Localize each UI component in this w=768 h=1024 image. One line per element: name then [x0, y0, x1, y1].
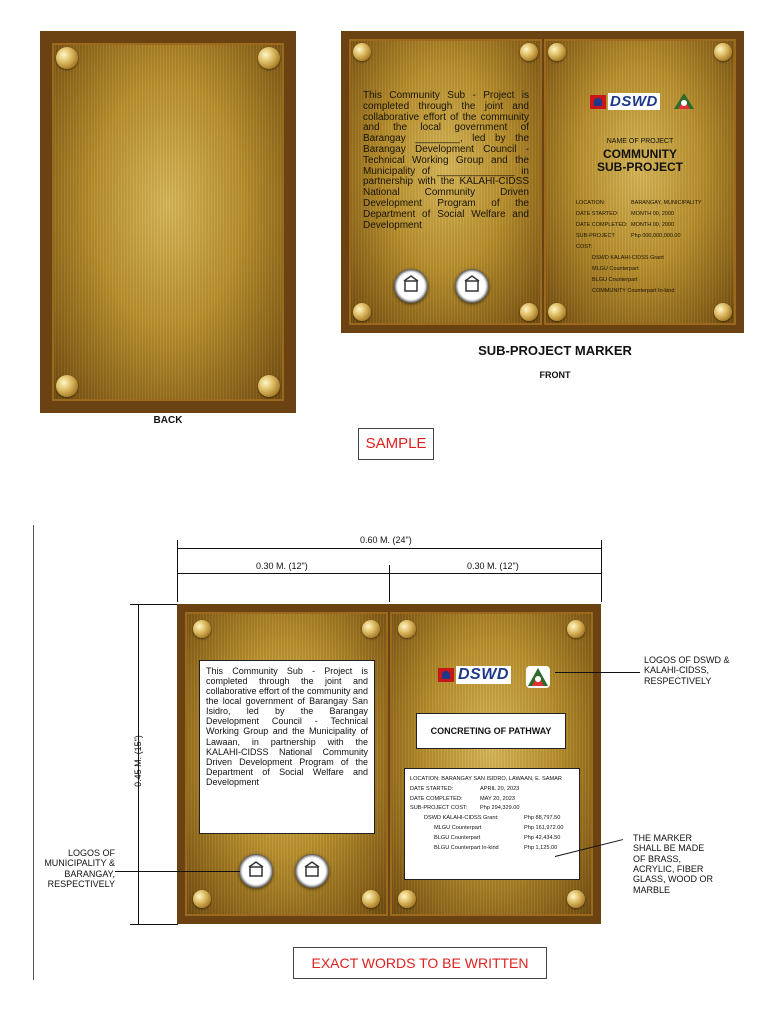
note-material: THE MARKER SHALL BE MADE OF BRASS, ACRYLIC, FIBER GLASS, WOOD OR MARBLE [633, 833, 714, 895]
project-name-box [416, 713, 566, 749]
dimension-tick [177, 540, 178, 602]
funding-row: DSWD KALAHI-CIDSS Grant: Php 88,797.50 [424, 815, 561, 822]
project-title-line1: COMMUNITY [603, 147, 677, 161]
funding-item: COMMUNITY Counterpart In-kind [592, 288, 675, 294]
rivet [398, 620, 416, 638]
front-right-plate [543, 31, 744, 333]
rivet [56, 375, 78, 397]
rivet [548, 43, 566, 61]
detail-row: SUB-PROJECT COST: Php 294,329.00 [410, 805, 520, 812]
detail-row: SUB-PROJECT COST: Php 000,000,000.00 [576, 233, 681, 250]
detail-row: LOCATION: BARANGAY, MUNICIPALITY [576, 200, 702, 206]
dswd-logo-icon: DSWD [590, 93, 660, 110]
front-left-plate [341, 31, 543, 333]
barangay-seal-icon [295, 854, 329, 888]
barangay-seal-icon [455, 269, 489, 303]
dswd-logo-icon: DSWD [438, 666, 511, 684]
half-width-right-label: 0.30 M. (12") [467, 561, 519, 571]
half-width-left-label: 0.30 M. (12") [256, 561, 308, 571]
rivet [714, 303, 732, 321]
diagram-left-plate [177, 604, 389, 924]
project-name: CONCRETING OF PATHWAY [430, 726, 552, 736]
rivet [353, 43, 371, 61]
rivet [567, 620, 585, 638]
funding-row: BLGU Counterpart Php 42,434.50 [434, 834, 561, 841]
rivet [362, 890, 380, 908]
rivet [56, 47, 78, 69]
rivet [548, 303, 566, 321]
kalahi-cidss-logo-icon [526, 666, 550, 688]
diagram-left-text: This Community Sub - Project is completed through the joint and collaborative effort of the community and the local government of Barangay San Isidro, led by the Barangay Development Council - Technical Working Group and the Municipality of Lawaan, in partnership with the KALAHI-CIDSS National Community Driven Development Program of the Department of Social Welfare and Development [206, 666, 368, 787]
funding-row: MLGU Counterpart Php 161,972.00 [434, 824, 564, 831]
dimension-tick [601, 540, 602, 602]
back-caption: BACK [153, 415, 183, 426]
back-plate [40, 31, 296, 413]
dimension-tick [389, 565, 390, 602]
sample-label: SAMPLE [358, 428, 434, 460]
funding-item: MLGU Counterpart [592, 266, 639, 272]
detail-row: DATE COMPLETED: MAY 20, 2023 [410, 795, 515, 802]
rivet [714, 43, 732, 61]
marker-title: SUB-PROJECT MARKER [478, 343, 632, 358]
details-box [404, 768, 580, 880]
project-title-line2: SUB-PROJECT [596, 160, 683, 174]
leader-line [115, 871, 240, 872]
rivet [258, 47, 280, 69]
kalahi-cidss-logo-icon [672, 91, 696, 111]
exact-words-label: EXACT WORDS TO BE WRITTEN [293, 947, 547, 979]
detail-row: DATE STARTED: APRIL 20, 2023 [410, 785, 520, 792]
name-of-project-label: NAME OF PROJECT [606, 138, 674, 145]
rivet [520, 303, 538, 321]
sample-details [576, 198, 702, 297]
front-caption: FRONT [539, 370, 571, 380]
location-row: LOCATION: BARANGAY SAN ISIDRO, LAWAAN, E. SAMAR [410, 776, 562, 782]
height-label: 0.45 M. (15") [133, 735, 143, 787]
rivet [258, 375, 280, 397]
rivet [193, 620, 211, 638]
rivet [193, 890, 211, 908]
funding-row: BLGU Counterpart In-kind Php 1,125.00 [434, 844, 558, 851]
dimension-tick [130, 604, 178, 605]
municipality-seal-icon [394, 269, 428, 303]
text-box [199, 660, 375, 834]
funding-item: BLGU Counterpart [592, 277, 638, 283]
note-logos-dswd: LOGOS OF DSWD & KALAHI-CIDSS, RESPECTIVELY [644, 655, 730, 686]
rivet [353, 303, 371, 321]
total-width-label: 0.60 M. (24") [360, 535, 412, 545]
dimension-tick [130, 924, 178, 925]
sample-left-text: This Community Sub - Project is completed through the joint and collaborative effort of the community and the local government of Barangay ________, led by the Barangay Development Council - Technical Working Group and the Municipality of ______________ in partnership with the KALAHI-CIDSS National Community Driven Development Program of the Department of Social Welfare and Development [363, 90, 529, 231]
rivet [567, 890, 585, 908]
detail-row: DATE COMPLETED: MONTH 00, 2000 [576, 222, 675, 228]
note-logos-municipality: LOGOS OF MUNICIPALITY & BARANGAY, RESPECTIVELY [44, 848, 115, 890]
rivet [398, 890, 416, 908]
funding-item: DSWD KALAHI-CIDSS Grant [592, 255, 664, 261]
municipality-seal-icon [239, 854, 273, 888]
leader-line [555, 672, 640, 673]
diagram-right-plate [389, 604, 601, 924]
rivet [362, 620, 380, 638]
detail-row: DATE STARTED: MONTH 00, 2000 [576, 211, 675, 217]
margin-line [33, 525, 34, 980]
dimension-line-total [177, 548, 602, 549]
rivet [520, 43, 538, 61]
